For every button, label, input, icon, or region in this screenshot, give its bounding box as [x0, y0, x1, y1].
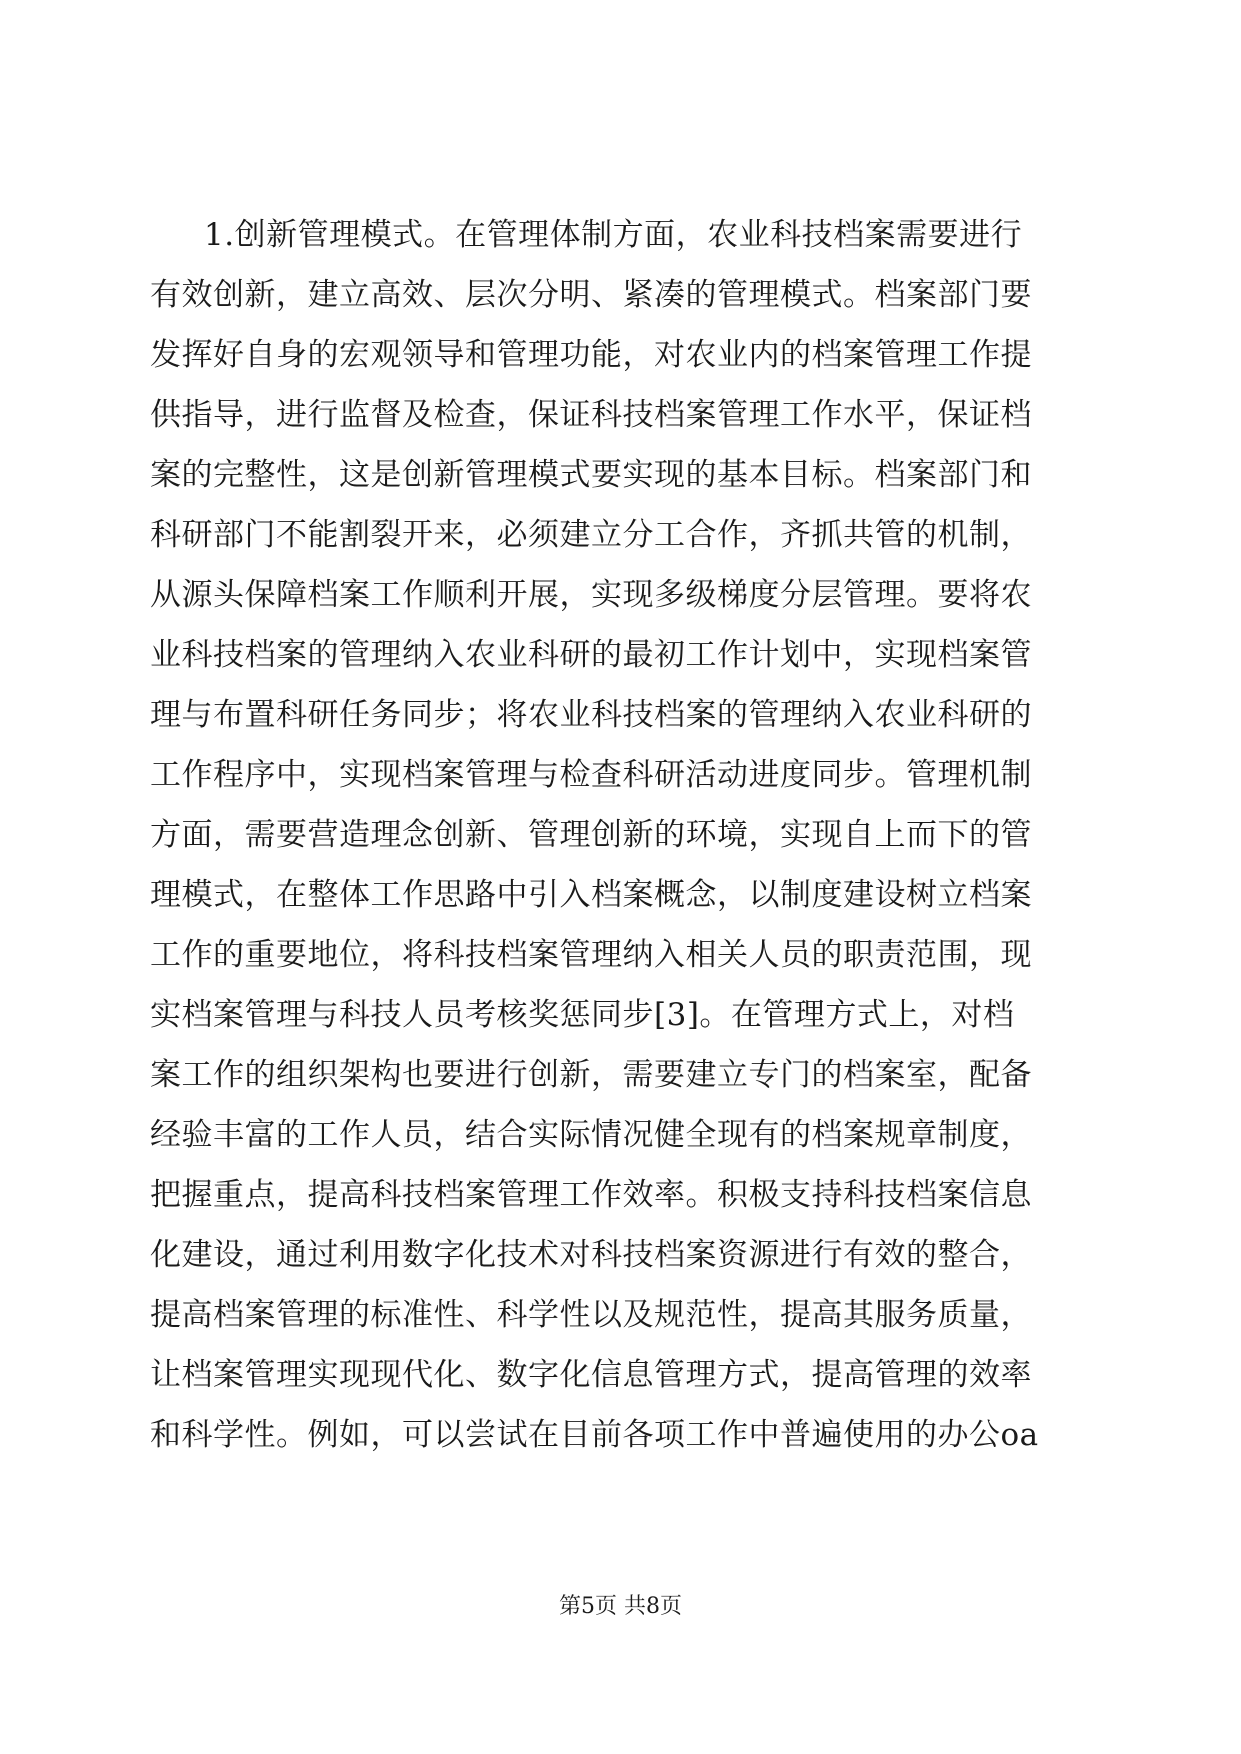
text-line: 经验丰富的工作人员，结合实际情况健全现有的档案规章制度， [150, 1117, 1032, 1153]
text-line: 把握重点，提高科技档案管理工作效率。积极支持科技档案信息 [150, 1177, 1032, 1213]
text-line: 案的完整性，这是创新管理模式要实现的基本目标。档案部门和 [150, 457, 1032, 493]
text-line: 提高档案管理的标准性、科学性以及规范性，提高其服务质量， [150, 1297, 1032, 1333]
text-line: 实档案管理与科技人员考核奖惩同步[3]。在管理方式上，对档 [150, 997, 1015, 1033]
text-line: 供指导，进行监督及检查，保证科技档案管理工作水平，保证档 [150, 397, 1032, 433]
text-line: 发挥好自身的宏观领导和管理功能，对农业内的档案管理工作提 [150, 337, 1032, 373]
text-line: 化建设，通过利用数字化技术对科技档案资源进行有效的整合， [150, 1237, 1032, 1273]
text-line: 让档案管理实现现代化、数字化信息管理方式，提高管理的效率 [150, 1357, 1032, 1393]
text-line: 方面，需要营造理念创新、管理创新的环境，实现自上而下的管 [150, 817, 1032, 853]
text-line: 案工作的组织架构也要进行创新，需要建立专门的档案室，配备 [150, 1057, 1032, 1093]
text-line: 工作程序中，实现档案管理与检查科研活动进度同步。管理机制 [150, 757, 1032, 793]
text-line: 理与布置科研任务同步；将农业科技档案的管理纳入农业科研的 [150, 697, 1032, 733]
text-line: 和科学性。例如，可以尝试在目前各项工作中普遍使用的办公oa [150, 1417, 1039, 1453]
text-line: 1.创新管理模式。在管理体制方面，农业科技档案需要进行 [204, 217, 1023, 253]
text-line: 有效创新，建立高效、层次分明、紧凑的管理模式。档案部门要 [150, 277, 1032, 313]
text-line: 工作的重要地位，将科技档案管理纳入相关人员的职责范围，现 [150, 937, 1032, 973]
text-line: 理模式，在整体工作思路中引入档案概念，以制度建设树立档案 [150, 877, 1032, 913]
text-line: 业科技档案的管理纳入农业科研的最初工作计划中，实现档案管 [150, 637, 1032, 673]
text-line: 从源头保障档案工作顺利开展，实现多级梯度分层管理。要将农 [150, 577, 1032, 613]
text-line: 科研部门不能割裂开来，必须建立分工合作，齐抓共管的机制， [150, 517, 1032, 553]
page-number-footer: 第5页 共8页 [559, 1594, 682, 1619]
body-paragraph [150, 205, 1090, 1465]
